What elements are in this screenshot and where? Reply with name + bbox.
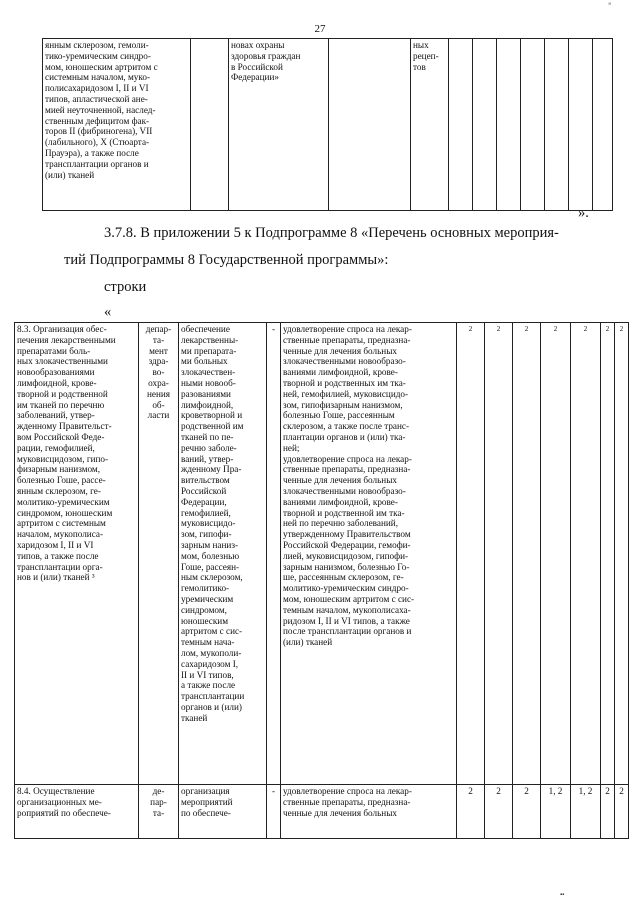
row-value: 2 [601, 323, 615, 785]
row-activity: обеспечение лекарственны- ми препарата- ми больных злокачествен- ными новооб- разованиями лимфоидной, кроветворной и родственной им тканей по пе- речню заболе- ваний, утвер- жденному Пра- вительством Российской Федерации, гемофилией, муковисцидо- зом, гипофи- зарным наниз- мом, болезнью Гоше, рассеян- ным склерозом, гемолитико- уремическим синдромом, юношеским артритом с сис- темным нача- лом, мукополи- сахаридозом I, II и VI типов, а также после трансплантации органов и (или) тканей [179, 323, 267, 785]
closing-quote: ». [578, 205, 589, 221]
top-cell-year [593, 39, 613, 211]
row-name: 8.4. Осуществление организационных ме- роприятий по обеспече- [15, 785, 139, 839]
row-value: 2 [541, 323, 571, 785]
top-cell-year [521, 39, 545, 211]
activities-table [14, 322, 629, 839]
scan-mark-bottom: ▪▪ [560, 892, 565, 898]
row-value: 1, 2 [541, 785, 571, 839]
table-row [15, 323, 629, 785]
continued-table [42, 38, 613, 211]
paragraph-line-2: тий Подпрограммы 8 Государственной программы»: [64, 252, 389, 268]
row-value: 2 [457, 785, 485, 839]
table-row [15, 785, 629, 839]
row-activity: организация мероприятий по обеспече- [179, 785, 267, 839]
row-value: 2 [485, 785, 513, 839]
row-dash: - [267, 785, 281, 839]
page-number: 27 [314, 23, 326, 35]
top-cell-recipes: ных рецеп- тов [411, 39, 449, 211]
top-cell-year [473, 39, 497, 211]
row-value: 2 [513, 785, 541, 839]
row-value: 2 [457, 323, 485, 785]
row-value: 1, 2 [571, 785, 601, 839]
scan-mark-top: ᵃᵃ [608, 2, 612, 8]
top-cell-empty [329, 39, 411, 211]
open-quote: « [104, 304, 112, 320]
row-name: 8.3. Организация обес- печения лекарственными препаратами боль- ных злокачественными новообразованиями лимфоидной, крове- творной и родственной им тканей по перечню заболеваний, утвер- жденному Правительст- вом Российской Феде- рации, гемофилией, муковисцидозом, гипо- физарным нанизмом, болезнью Гоше, рассе- янным склерозом, ге- молитико-уремическим синдромом, юношеским артритом с системным началом, мукополиса- харидозом I, II и VI типов, а также после трансплантации орга- нов и (или) тканей ³ [15, 323, 139, 785]
top-cell-year [497, 39, 521, 211]
row-result: удовлетворение спроса на лекар- ственные препараты, предназна- ченные для лечения больных [281, 785, 457, 839]
row-value: 2 [615, 323, 629, 785]
row-value: 2 [485, 323, 513, 785]
top-cell-basis: новах охраны здоровья граждан в Российской Федерации» [229, 39, 329, 211]
top-cell-year [449, 39, 473, 211]
row-value: 2 [571, 323, 601, 785]
paragraph-line-1: 3.7.8. В приложении 5 к Подпрограмме 8 «Перечень основных мероприя- [104, 225, 559, 241]
row-value: 2 [513, 323, 541, 785]
top-cell-executor [191, 39, 229, 211]
row-value: 2 [615, 785, 629, 839]
rows-word: строки [104, 279, 147, 295]
top-cell-year [545, 39, 569, 211]
top-cell-name: янным склерозом, гемоли- тико-уремическим синдро- мом, юношеским артритом с системным началом, муко- полисахаридозом I, II и VI типов, апластической ане- мией неуточненной, наслед- ственным дефицитом фак- торов II (фибриногена), VII (лабильного), X (Стюарта- Прауэра), а также после трансплантации органов и (или) тканей [43, 39, 191, 211]
row-dash: - [267, 323, 281, 785]
row-value: 2 [601, 785, 615, 839]
row-executor: де- пар- та- [139, 785, 179, 839]
row-executor: депар- та- мент здра- во- охра- нения об- ласти [139, 323, 179, 785]
row-result: удовлетворение спроса на лекар- ственные препараты, предназна- ченные для лечения больных злокачественными новообразо- ваниями лимфоидной, крове- творной и родственных им тка- ней, гемофилией, муковисцидо- зом, гипофизарным нанизмом, болезнью Гоше, рассеянным склерозом, а также после транс- плантации органов и (или) тка- ней; удовлетворение спроса на лекар- ственные препараты, предназна- ченные для лечения больных злокачественными новообразо- ваниями лимфоидной, крове- творной и родственной им тка- ней по перечню заболеваний, утвержденному Правительством Российской Федерации, гемофи- лией, муковисцидозом, гипофи- зарным нанизмом, болезнью Го- ше, рассеянным склерозом, ге- молитико-уремическим синдро- мом, юношеским артритом с сис- темным началом, мукополисаха- ридозом I, II и VI типов, а также после трансплантации органов и (или) тканей [281, 323, 457, 785]
top-cell-year [569, 39, 593, 211]
